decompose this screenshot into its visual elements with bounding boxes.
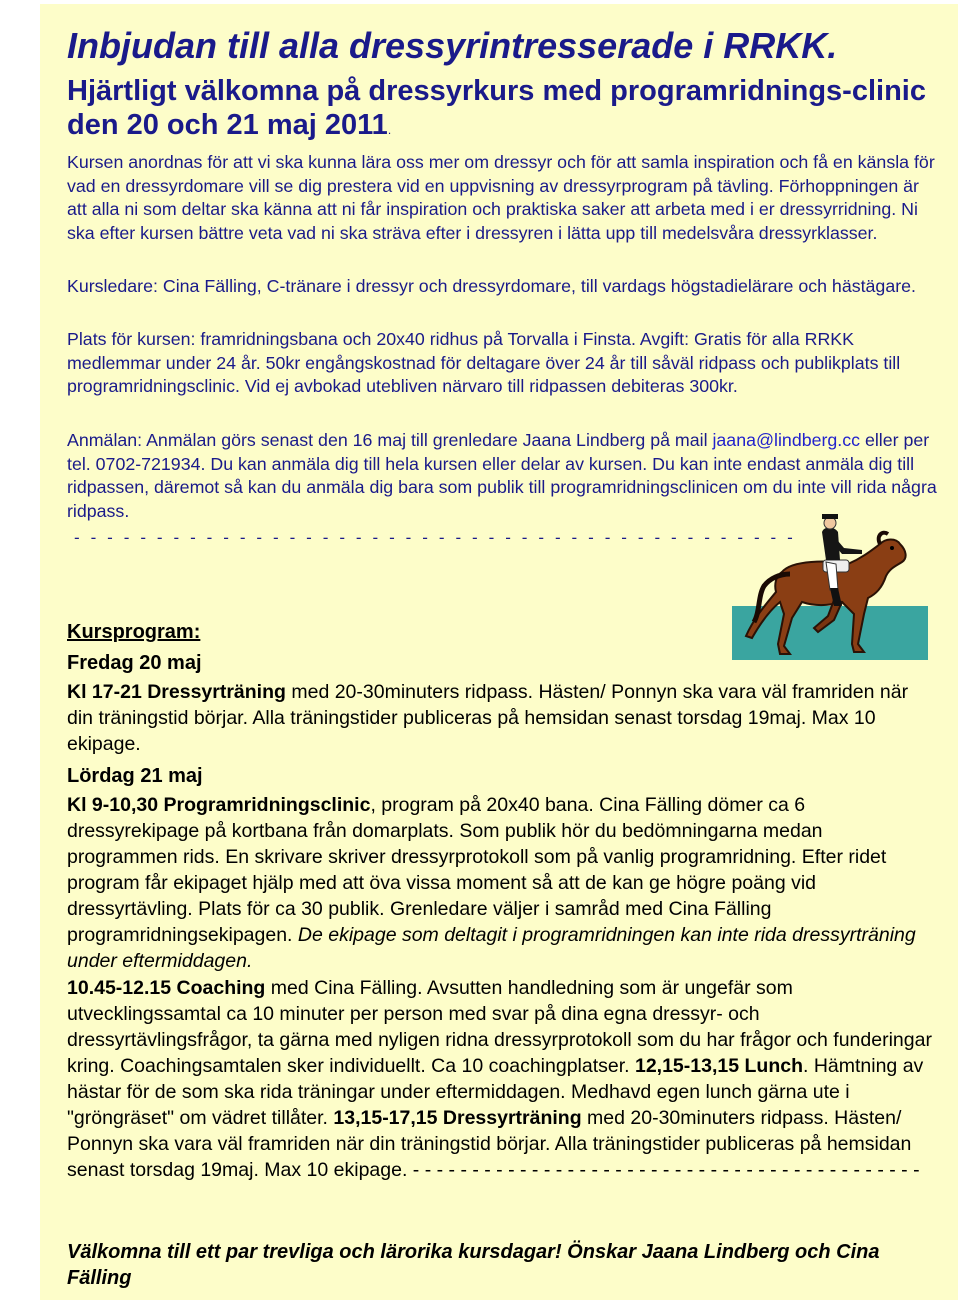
afternoon-training-text: med 20-30minuters ridpass. Hästen/ Ponnyn ska vara väl framriden när din träningstid börjar. Alla träningstider publiceras på hemsidan senast torsdag 19maj. Max 10 ekipage. [67,1107,912,1181]
lunch-time: 12,15-13,15 Lunch [634,1055,803,1077]
anmalan-text-end: eller per tel. 0702-721934. Du kan anmäla dig till hela kursen eller delar av kursen. Du kan inte endast anmäla dig till ridpassen, däremot så kan du anmäla dig bara som publik till programridningsclinicen om du inte vill rida några ridpass. [67,430,937,521]
kursprogram-heading-text: Kursprogram: [67,621,201,643]
kursprogram-heading [67,619,937,645]
friday-heading: Fredag 20 maj [67,652,202,674]
clinic-paragraph [67,792,937,974]
friday-training-paragraph [67,679,937,757]
friday-training-text: med 20-30minuters ridpass. Hästen/ Ponnyn ska vara väl framriden när din träningstid börjar. Alla träningstider publiceras på hemsidan senast torsdag 19maj. Max 10 ekipage. [67,681,909,755]
plats-paragraph: Plats för kursen: framridningsbana och 20x40 ridhus på Torvalla i Finsta. Avgift: Gratis för alla RRKK medlemmar under 24 år. 50kr engångskostnad för deltagare över 24 år till såväl ridpass och publikplats till programridningsclinic. Vid ej avbokad utebliven närvaro till ridpassen debiteras 300kr. [67,329,901,396]
email-link[interactable]: jaana@lindberg.cc [712,430,861,450]
kursledare-paragraph: Kursledare: Cina Fälling, C-tränare i dressyr och dressyrdomare, till vardags högstadielärare och hästägare. [67,276,916,296]
trailing-dashes: - - - - - - - - - - - - - - - - - - - - - - - - - - - - - - - - - - - - - - - - - - - [412,1159,920,1181]
anmalan-text-start: Anmälan: Anmälan görs senast den 16 maj till grenledare Jaana Lindberg på mail [67,430,713,450]
intro-paragraph: Kursen anordnas för att vi ska kunna lära oss mer om dressyr och för att samla inspiration och få en känsla för vad en dressyrdomare vill se dig prestera vid en uppvisning av dressyrprogram på tävling. Förhoppningen är att alla ni som deltar ska känna att ni får inspiration och praktiska saker att arbeta med i er dressyrridning. Ni ska efter kursen bättre veta vad ni ska sträva efter i dressyren i lätta upp till medelsvåra dressyrklasser. [67,152,935,243]
invitation-page [40,4,958,1300]
clinic-text: , program på 20x40 bana. Cina Fälling dömer ca 6 dressyrekipage på kortbana från domarplats. Som publik hör du bedömningarna medan programmen rids. En skrivare skriver dressyrprotokoll som på vanlig programridning. Efter ridet program får ekipaget hjälp med att öva vissa moment så att de kan ge högre poäng vid dressyrtävling. Plats för ca 30 publik. Grenledare väljer i samråd med Cina Fälling programridningsekipagen. [67,794,887,946]
anmalan-paragraph [67,429,937,523]
page-title: Inbjudan till alla dressyrintresserade i RRKK. [67,25,838,66]
coaching-paragraph [67,975,937,1183]
afternoon-training-time: 13,15-17,15 Dressyrträning [333,1107,582,1129]
saturday-heading: Lördag 21 maj [67,765,203,787]
subtitle-text: Hjärtligt välkomna på dressyrkurs med programridnings-clinic den 20 och 21 maj 2011 [67,75,926,141]
coaching-text: med Cina Fälling. Avsutten handledning som är ungefär som utvecklingssamtal ca 10 minuter per person med svar på dina egna dressyr- och dressyrtävlingsfrågor, ta gärna med nyligen ridna dressyrprotokoll som du har frågor och funderingar kring. Coachingsamtalen sker individuellt. Ca 10 coachingplatser. [67,977,932,1077]
clinic-note: De ekipage som deltagit i programridningen kan inte rida dressyrträning under eftermiddagen. [67,924,916,972]
closing-greeting: Välkomna till ett par trevliga och lärorika kursdagar! Önskar Jaana Lindberg och Cina Fälling [67,1241,880,1289]
page-subtitle [67,74,937,147]
subtitle-dot: . [387,123,392,137]
section-separator: - - - - - - - - - - - - - - - - - - - - - - - - - - - - - - - - - - - - - - - - - - - - [74,528,796,547]
lunch-text: . Hämtning av hästar för de som ska rida träningar under eftermiddagen. Medhavd egen lunch gärna ute i "gröngräset" om vädret tillåter. [67,1055,924,1129]
coaching-time: 10.45-12.15 Coaching [67,977,266,999]
friday-training-time: Kl 17-21 Dressyrträning [67,681,286,703]
clinic-time: Kl 9-10,30 Programridningsclinic [67,794,371,816]
